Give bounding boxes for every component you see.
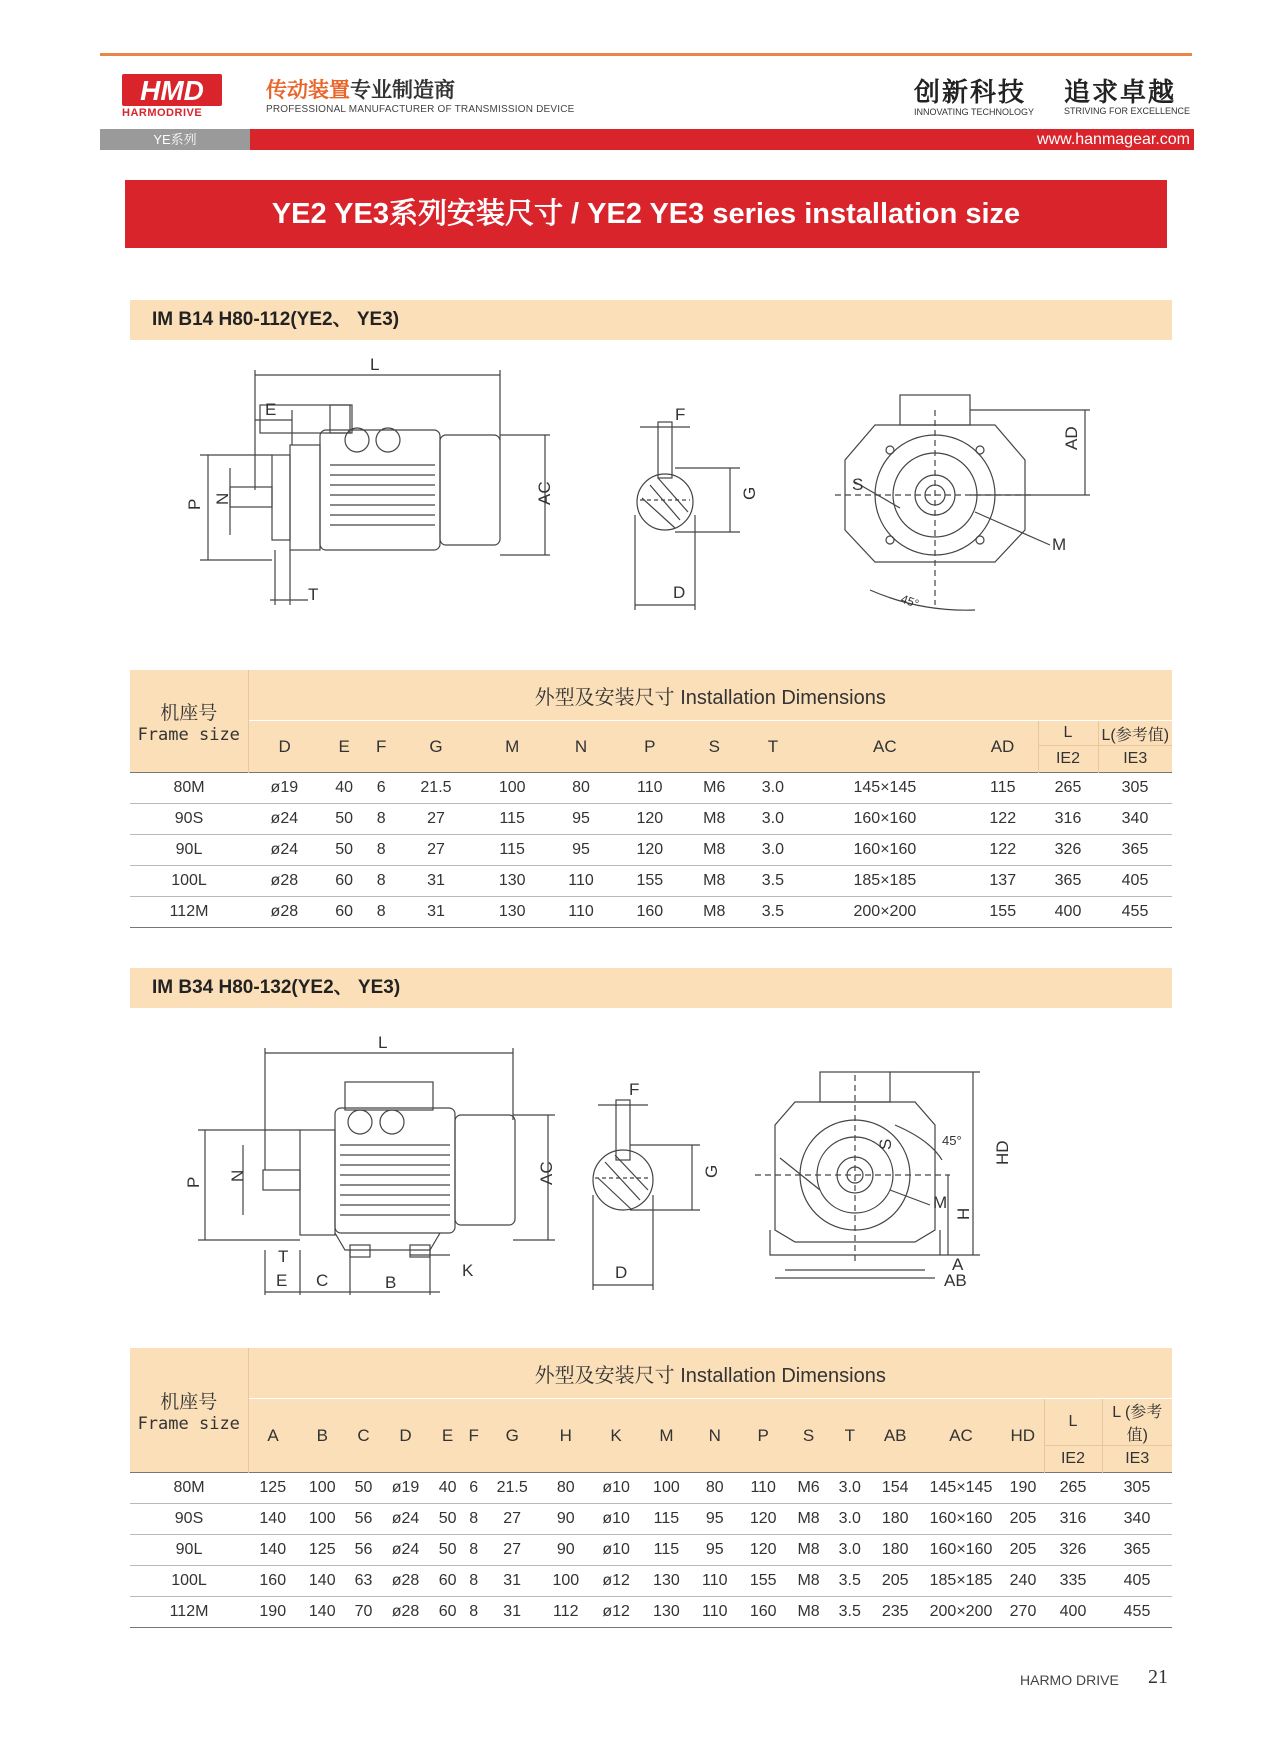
dimension-cell: 80 xyxy=(691,1473,738,1504)
b14-label-T: T xyxy=(308,585,319,604)
dimension-cell: 8 xyxy=(464,1535,483,1566)
dimension-cell: ø24 xyxy=(248,804,321,835)
dimension-cell: 160×160 xyxy=(802,804,967,835)
b34-shaft-view xyxy=(593,1100,700,1290)
dimension-cell: 3.0 xyxy=(744,804,803,835)
col-header-S: S xyxy=(788,1399,829,1473)
dimension-cell: 110 xyxy=(691,1597,738,1628)
dimension-cell: 130 xyxy=(642,1566,692,1597)
dimension-cell: 455 xyxy=(1102,1597,1172,1628)
dimension-cell: ø10 xyxy=(591,1504,642,1535)
dimension-cell: 3.0 xyxy=(829,1473,870,1504)
dimension-cell: 50 xyxy=(321,804,368,835)
col-header-G: G xyxy=(483,1399,541,1473)
b34-label-H: H xyxy=(954,1207,973,1220)
dimension-cell: 3.0 xyxy=(829,1535,870,1566)
installation-dimensions-header: 外型及安装尺寸 Installation Dimensions xyxy=(248,670,1172,721)
dimension-cell: 305 xyxy=(1098,773,1172,804)
dimension-cell: 316 xyxy=(1038,804,1098,835)
dimension-cell: M8 xyxy=(685,897,744,928)
col-header-P: P xyxy=(615,721,685,773)
b34-label-G: G xyxy=(702,1164,721,1178)
b14-label-L: L xyxy=(370,355,380,374)
b14-label-AC: AC xyxy=(535,481,554,505)
b34-label-K: K xyxy=(462,1261,474,1280)
dimension-cell: 180 xyxy=(870,1504,920,1535)
frame-size-header: 机座号 Frame size xyxy=(130,670,248,773)
frame-size-header: 机座号 Frame size xyxy=(130,1348,248,1473)
table-row xyxy=(130,866,1172,897)
dimension-cell: 340 xyxy=(1098,804,1172,835)
col-header-ie2: IE2 xyxy=(1044,1446,1102,1473)
dimension-cell: ø28 xyxy=(380,1566,431,1597)
dimension-cell: 316 xyxy=(1044,1504,1102,1535)
dimension-cell: 125 xyxy=(298,1535,348,1566)
logo-text: HMD xyxy=(140,75,204,106)
col-header-N: N xyxy=(691,1399,738,1473)
dimension-cell: 3.0 xyxy=(744,773,803,804)
col-header-E: E xyxy=(431,1399,464,1473)
dimension-cell: ø28 xyxy=(248,897,321,928)
dimension-cell: 31 xyxy=(395,897,477,928)
dimension-cell: 455 xyxy=(1098,897,1172,928)
dimension-cell: 122 xyxy=(968,804,1038,835)
b14-table-body xyxy=(130,773,1172,928)
dimension-cell: ø10 xyxy=(591,1535,642,1566)
dimension-cell: 31 xyxy=(483,1597,541,1628)
footer-brand: HARMO DRIVE xyxy=(1020,1672,1119,1688)
dimension-cell: 115 xyxy=(477,804,547,835)
dimension-cell: 8 xyxy=(368,804,395,835)
b34-label-N: N xyxy=(228,1169,247,1182)
dimension-cell: 95 xyxy=(547,804,614,835)
b14-label-F: F xyxy=(675,405,686,424)
dimension-cell: 8 xyxy=(368,897,395,928)
dimension-cell: 200×200 xyxy=(802,897,967,928)
dimension-cell: 365 xyxy=(1098,835,1172,866)
dimension-cell: 160 xyxy=(615,897,685,928)
dimension-cell: 27 xyxy=(395,804,477,835)
dimension-cell: M8 xyxy=(685,866,744,897)
b14-drawings xyxy=(130,350,1172,630)
slogan-excellence: 追求卓越 xyxy=(1064,78,1177,108)
frame-size-cell: 90L xyxy=(130,835,248,866)
dimension-cell: M8 xyxy=(788,1597,829,1628)
dimension-cell: 3.0 xyxy=(744,835,803,866)
dimension-cell: ø10 xyxy=(591,1473,642,1504)
b34-label-T: T xyxy=(278,1247,289,1266)
col-header-ie3: IE3 xyxy=(1098,746,1172,773)
dimension-cell: 155 xyxy=(738,1566,788,1597)
b14-shaft-view xyxy=(635,422,740,610)
dimension-cell: 27 xyxy=(483,1535,541,1566)
b14-label-AD: AD xyxy=(1062,426,1081,450)
dimension-cell: 137 xyxy=(968,866,1038,897)
dimension-cell: 60 xyxy=(431,1597,464,1628)
dimension-cell: ø28 xyxy=(380,1597,431,1628)
dimension-cell: 110 xyxy=(738,1473,788,1504)
dimension-cell: 205 xyxy=(1002,1535,1044,1566)
b14-side-view xyxy=(230,405,500,550)
dimension-cell: ø19 xyxy=(248,773,321,804)
dimension-cell: 400 xyxy=(1038,897,1098,928)
dimension-cell: M8 xyxy=(685,804,744,835)
dimension-cell: 160×160 xyxy=(802,835,967,866)
col-header-HD: HD xyxy=(1002,1399,1044,1473)
dimension-cell: 185×185 xyxy=(920,1566,1002,1597)
dimension-cell: 100 xyxy=(298,1473,348,1504)
dimension-cell: 205 xyxy=(870,1566,920,1597)
dimension-cell: 405 xyxy=(1102,1566,1172,1597)
b14-label-S: S xyxy=(852,475,864,494)
dimension-cell: 115 xyxy=(477,835,547,866)
table-row xyxy=(130,1597,1172,1628)
slogan-innovating-en: INNOVATING TECHNOLOGY xyxy=(914,107,1035,117)
dimension-cell: ø24 xyxy=(248,835,321,866)
frame-size-cell: 90L xyxy=(130,1535,248,1566)
dimension-cell: 31 xyxy=(483,1566,541,1597)
dimension-cell: 3.5 xyxy=(744,866,803,897)
col-header-L-ie2: L xyxy=(1038,721,1098,746)
dimension-cell: M8 xyxy=(788,1566,829,1597)
col-header-A: A xyxy=(248,1399,298,1473)
col-header-AC: AC xyxy=(920,1399,1002,1473)
frame-size-cell: 100L xyxy=(130,866,248,897)
dimension-cell: 100 xyxy=(541,1566,591,1597)
dimension-cell: 400 xyxy=(1044,1597,1102,1628)
b14-label-D: D xyxy=(673,583,686,602)
col-header-T: T xyxy=(744,721,803,773)
dimension-cell: 120 xyxy=(738,1535,788,1566)
table-row xyxy=(130,773,1172,804)
dimension-cell: 100 xyxy=(477,773,547,804)
col-header-M: M xyxy=(642,1399,692,1473)
dimension-cell: 110 xyxy=(547,897,614,928)
col-header-L-ie3: L (参考值) xyxy=(1102,1399,1172,1446)
col-header-L-ie2: L xyxy=(1044,1399,1102,1446)
dimension-cell: 31 xyxy=(395,866,477,897)
dimension-cell: 130 xyxy=(477,866,547,897)
slogan-innovating: 创新科技 xyxy=(914,78,1027,108)
dimension-cell: ø28 xyxy=(248,866,321,897)
dimension-cell: M6 xyxy=(685,773,744,804)
b34-label-B: B xyxy=(385,1273,397,1292)
dimension-cell: 130 xyxy=(642,1597,692,1628)
b34-label-M: M xyxy=(933,1193,948,1212)
col-header-E: E xyxy=(321,721,368,773)
dimension-cell: 190 xyxy=(1002,1473,1044,1504)
frame-size-cell: 112M xyxy=(130,897,248,928)
table-row xyxy=(130,835,1172,866)
dimension-cell: 130 xyxy=(477,897,547,928)
tagline-rest: 专业制造商 xyxy=(350,79,455,102)
frame-size-cell: 100L xyxy=(130,1566,248,1597)
dimension-cell: ø24 xyxy=(380,1504,431,1535)
section1-heading: IM B14 H80-112(YE2、 YE3) xyxy=(130,300,1172,340)
dimension-cell: 8 xyxy=(368,866,395,897)
dimension-cell: 120 xyxy=(738,1504,788,1535)
b34-drawings xyxy=(130,1030,1172,1305)
dimension-cell: 190 xyxy=(248,1597,298,1628)
dimension-cell: 90 xyxy=(541,1535,591,1566)
dimension-cell: 50 xyxy=(431,1504,464,1535)
dimension-cell: ø12 xyxy=(591,1566,642,1597)
b34-label-F: F xyxy=(629,1080,640,1099)
col-header-K: K xyxy=(591,1399,642,1473)
dimension-cell: 140 xyxy=(298,1566,348,1597)
tagline-cn xyxy=(266,74,455,104)
b34-side-view xyxy=(263,1082,515,1257)
frame-size-cell: 80M xyxy=(130,773,248,804)
col-header-H: H xyxy=(541,1399,591,1473)
dimension-cell: 365 xyxy=(1038,866,1098,897)
dimension-cell: 80 xyxy=(547,773,614,804)
dimension-cell: 160 xyxy=(738,1597,788,1628)
dimension-cell: 160 xyxy=(248,1566,298,1597)
dimension-cell: 160×160 xyxy=(920,1535,1002,1566)
dimension-cell: 240 xyxy=(1002,1566,1044,1597)
b14-label-M: M xyxy=(1052,535,1067,554)
dimension-cell: 50 xyxy=(431,1535,464,1566)
dimension-cell: 40 xyxy=(431,1473,464,1504)
dimension-cell: M8 xyxy=(788,1535,829,1566)
table-row xyxy=(130,897,1172,928)
dimension-cell: 405 xyxy=(1098,866,1172,897)
dimension-cell: 100 xyxy=(642,1473,692,1504)
dimension-cell: 265 xyxy=(1044,1473,1102,1504)
dimension-cell: 155 xyxy=(968,897,1038,928)
dimension-cell: M8 xyxy=(788,1504,829,1535)
b34-label-S: S xyxy=(876,1138,895,1150)
page-title: YE2 YE3系列安装尺寸 / YE2 YE3 series installation size xyxy=(125,180,1167,248)
table-row xyxy=(130,1535,1172,1566)
b14-dimensions-table xyxy=(130,670,1172,928)
b34-label-P: P xyxy=(184,1176,203,1188)
dimension-cell: 140 xyxy=(248,1535,298,1566)
dimension-cell: 60 xyxy=(431,1566,464,1597)
b34-label-E: E xyxy=(276,1271,288,1290)
dimension-cell: 326 xyxy=(1038,835,1098,866)
dimension-cell: 3.0 xyxy=(829,1504,870,1535)
col-header-F: F xyxy=(368,721,395,773)
dimension-cell: 60 xyxy=(321,897,368,928)
dimension-cell: 180 xyxy=(870,1535,920,1566)
dimension-cell: 115 xyxy=(642,1535,692,1566)
b14-label-N: N xyxy=(213,492,232,505)
dimension-cell: 6 xyxy=(464,1473,483,1504)
b34-label-AB: AB xyxy=(944,1271,967,1290)
b34-label-A: A xyxy=(952,1255,964,1274)
col-header-P: P xyxy=(738,1399,788,1473)
page-number: 21 xyxy=(1148,1666,1168,1688)
dimension-cell: 200×200 xyxy=(920,1597,1002,1628)
col-header-ie2: IE2 xyxy=(1038,746,1098,773)
frame-size-cell: 80M xyxy=(130,1473,248,1504)
dimension-cell: M6 xyxy=(788,1473,829,1504)
col-header-AD: AD xyxy=(968,721,1038,773)
slogan-excellence-en: STRIVING FOR EXCELLENCE xyxy=(1064,106,1191,116)
b34-label-HD: HD xyxy=(993,1140,1012,1165)
b34-front-view xyxy=(755,1072,980,1278)
b34-table-body xyxy=(130,1473,1172,1628)
col-header-D: D xyxy=(380,1399,431,1473)
dimension-cell: 50 xyxy=(347,1473,380,1504)
dimension-cell: 155 xyxy=(615,866,685,897)
dimension-cell: M8 xyxy=(685,835,744,866)
b34-label-AC: AC xyxy=(537,1161,556,1185)
dimension-cell: 3.5 xyxy=(744,897,803,928)
table-row xyxy=(130,1473,1172,1504)
col-header-AB: AB xyxy=(870,1399,920,1473)
table-row xyxy=(130,1504,1172,1535)
dimension-cell: 27 xyxy=(483,1504,541,1535)
col-header-B: B xyxy=(298,1399,348,1473)
b14-label-E: E xyxy=(265,400,277,419)
dimension-cell: 110 xyxy=(615,773,685,804)
b14-label-angle: 45° xyxy=(898,591,921,612)
col-header-M: M xyxy=(477,721,547,773)
dimension-cell: 100 xyxy=(298,1504,348,1535)
dimension-cell: 205 xyxy=(1002,1504,1044,1535)
dimension-cell: 8 xyxy=(368,835,395,866)
dimension-cell: 60 xyxy=(321,866,368,897)
frame-size-cell: 90S xyxy=(130,1504,248,1535)
dimension-cell: 21.5 xyxy=(395,773,477,804)
tagline-highlight: 传动装置 xyxy=(266,79,350,102)
dimension-cell: 120 xyxy=(615,835,685,866)
b34-label-D: D xyxy=(615,1263,628,1282)
dimension-cell: 95 xyxy=(691,1504,738,1535)
col-header-T: T xyxy=(829,1399,870,1473)
dimension-cell: 270 xyxy=(1002,1597,1044,1628)
section2-heading: IM B34 H80-132(YE2、 YE3) xyxy=(130,968,1172,1008)
table-row xyxy=(130,804,1172,835)
dimension-cell: 40 xyxy=(321,773,368,804)
dimension-cell: 56 xyxy=(347,1535,380,1566)
dimension-cell: 27 xyxy=(395,835,477,866)
dimension-cell: ø24 xyxy=(380,1535,431,1566)
tagline-en: PROFESSIONAL MANUFACTURER OF TRANSMISSION DEVICE xyxy=(266,104,575,115)
dimension-cell: 56 xyxy=(347,1504,380,1535)
series-label: YE系列 xyxy=(153,132,197,147)
dimension-cell: 145×145 xyxy=(920,1473,1002,1504)
website-link[interactable]: www.hanmagear.com xyxy=(1037,131,1190,148)
dimension-cell: 80 xyxy=(541,1473,591,1504)
b14-label-G: G xyxy=(740,486,759,500)
dimension-cell: 326 xyxy=(1044,1535,1102,1566)
col-header-L-ie3: L(参考值) xyxy=(1098,721,1172,746)
col-header-AC: AC xyxy=(802,721,967,773)
dimension-cell: 305 xyxy=(1102,1473,1172,1504)
col-header-N: N xyxy=(547,721,614,773)
dimension-cell: 340 xyxy=(1102,1504,1172,1535)
dimension-cell: 6 xyxy=(368,773,395,804)
b14-label-P: P xyxy=(185,498,204,510)
col-header-C: C xyxy=(347,1399,380,1473)
installation-dimensions-header: 外型及安装尺寸 Installation Dimensions xyxy=(248,1348,1172,1399)
col-header-G: G xyxy=(395,721,477,773)
dimension-cell: 145×145 xyxy=(802,773,967,804)
dimension-cell: 70 xyxy=(347,1597,380,1628)
dimension-cell: 160×160 xyxy=(920,1504,1002,1535)
dimension-cell: 185×185 xyxy=(802,866,967,897)
logo-subtext: HARMODRIVE xyxy=(122,107,203,119)
dimension-cell: 95 xyxy=(691,1535,738,1566)
dimension-cell: 3.5 xyxy=(829,1597,870,1628)
header-top-rule xyxy=(100,53,1192,56)
dimension-cell: 365 xyxy=(1102,1535,1172,1566)
b34-dimensions-table xyxy=(130,1348,1172,1628)
dimension-cell: 235 xyxy=(870,1597,920,1628)
col-header-S: S xyxy=(685,721,744,773)
dimension-cell: 50 xyxy=(321,835,368,866)
b34-label-C: C xyxy=(316,1271,329,1290)
frame-size-cell: 90S xyxy=(130,804,248,835)
dimension-cell: 110 xyxy=(691,1566,738,1597)
b34-label-angle: 45° xyxy=(942,1133,962,1148)
dimension-cell: 335 xyxy=(1044,1566,1102,1597)
dimension-cell: ø12 xyxy=(591,1597,642,1628)
dimension-cell: 154 xyxy=(870,1473,920,1504)
col-header-D: D xyxy=(248,721,321,773)
dimension-cell: 21.5 xyxy=(483,1473,541,1504)
b34-label-L: L xyxy=(378,1033,388,1052)
dimension-cell: 120 xyxy=(615,804,685,835)
col-header-ie3: IE3 xyxy=(1102,1446,1172,1473)
dimension-cell: 125 xyxy=(248,1473,298,1504)
b14-front-view xyxy=(835,395,1090,610)
dimension-cell: 8 xyxy=(464,1566,483,1597)
dimension-cell: 95 xyxy=(547,835,614,866)
dimension-cell: 8 xyxy=(464,1597,483,1628)
dimension-cell: 110 xyxy=(547,866,614,897)
table-row xyxy=(130,1566,1172,1597)
dimension-cell: 122 xyxy=(968,835,1038,866)
dimension-cell: 140 xyxy=(298,1597,348,1628)
dimension-cell: 8 xyxy=(464,1504,483,1535)
dimension-cell: 3.5 xyxy=(829,1566,870,1597)
dimension-cell: 112 xyxy=(541,1597,591,1628)
dimension-cell: 90 xyxy=(541,1504,591,1535)
dimension-cell: 115 xyxy=(642,1504,692,1535)
col-header-F: F xyxy=(464,1399,483,1473)
frame-size-cell: 112M xyxy=(130,1597,248,1628)
dimension-cell: ø19 xyxy=(380,1473,431,1504)
dimension-cell: 265 xyxy=(1038,773,1098,804)
dimension-cell: 63 xyxy=(347,1566,380,1597)
dimension-cell: 115 xyxy=(968,773,1038,804)
dimension-cell: 140 xyxy=(248,1504,298,1535)
